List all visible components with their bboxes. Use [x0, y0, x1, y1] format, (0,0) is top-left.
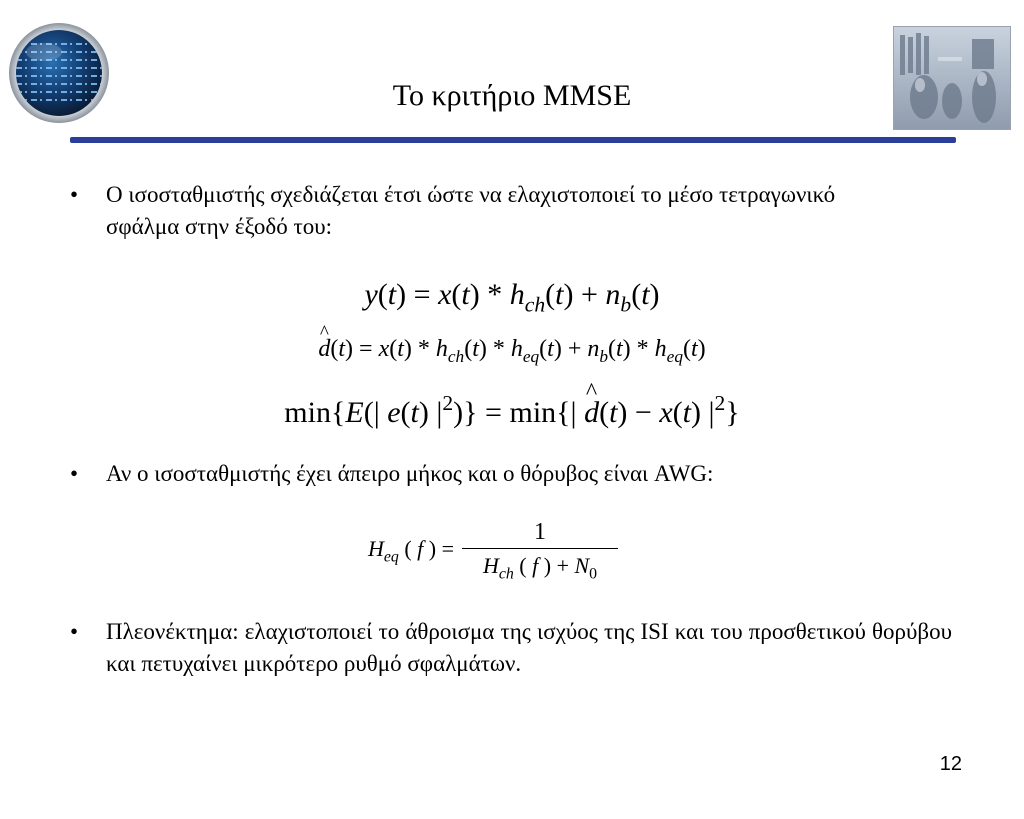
equation-lhs: $H_{eq}$ ( f ) = — [368, 536, 455, 566]
fraction-numerator: 1 — [462, 519, 618, 549]
equation-fraction — [462, 519, 618, 583]
bullet-marker: • — [70, 461, 79, 486]
bullet-marker: • — [70, 619, 79, 644]
equation-received-signal — [0, 278, 1024, 317]
equation-mmse-criterion — [0, 391, 1024, 430]
bullet-text: Αν ο ισοσταθμιστής έχει άπειρο μήκος και ο θόρυβος είναι AWG: — [106, 461, 714, 486]
page-title: Το κριτήριο MMSE — [392, 79, 632, 112]
equation-estimated-signal — [0, 336, 1024, 367]
bullet-item — [70, 179, 906, 243]
title-underline-divider — [70, 137, 956, 143]
bullet-text: Πλεονέκτημα: ελαχιστοποιεί το άθροισμα της ισχύος της ISI και του προσθετικού θορύβου και πετυχαίνει μικρότερο ρυθμό σφαλμάτων. — [106, 619, 952, 676]
bullet-item — [70, 458, 906, 490]
equation-body: $y(t) = x(t) * h_{ch}(t) + n_b(t)$ — [364, 278, 660, 317]
bullet-marker: • — [70, 182, 79, 207]
page-number: 12 — [939, 753, 962, 775]
fraction-denominator: $H_{ch}$ ( f ) + $N_0$ — [482, 553, 598, 583]
bullet-text: Ο ισοσταθμιστής σχεδιάζεται έτσι ώστε να ελαχιστοποιεί το μέσο τετραγωνικό σφάλμα στην έξοδό του: — [106, 182, 836, 239]
equation-body: min{E(| e(t) $|^2)\} = \min\{|$ ^ d(t) − x(t) $|^2$} — [284, 396, 739, 429]
bullet-item — [70, 616, 952, 680]
equation-body: ^ $d(t) = x(t) * h_{ch}(t) * h_{eq}(t) + n_b(t) * h_{eq}(t)$ — [318, 336, 705, 362]
equation-equalizer-response — [368, 506, 648, 592]
